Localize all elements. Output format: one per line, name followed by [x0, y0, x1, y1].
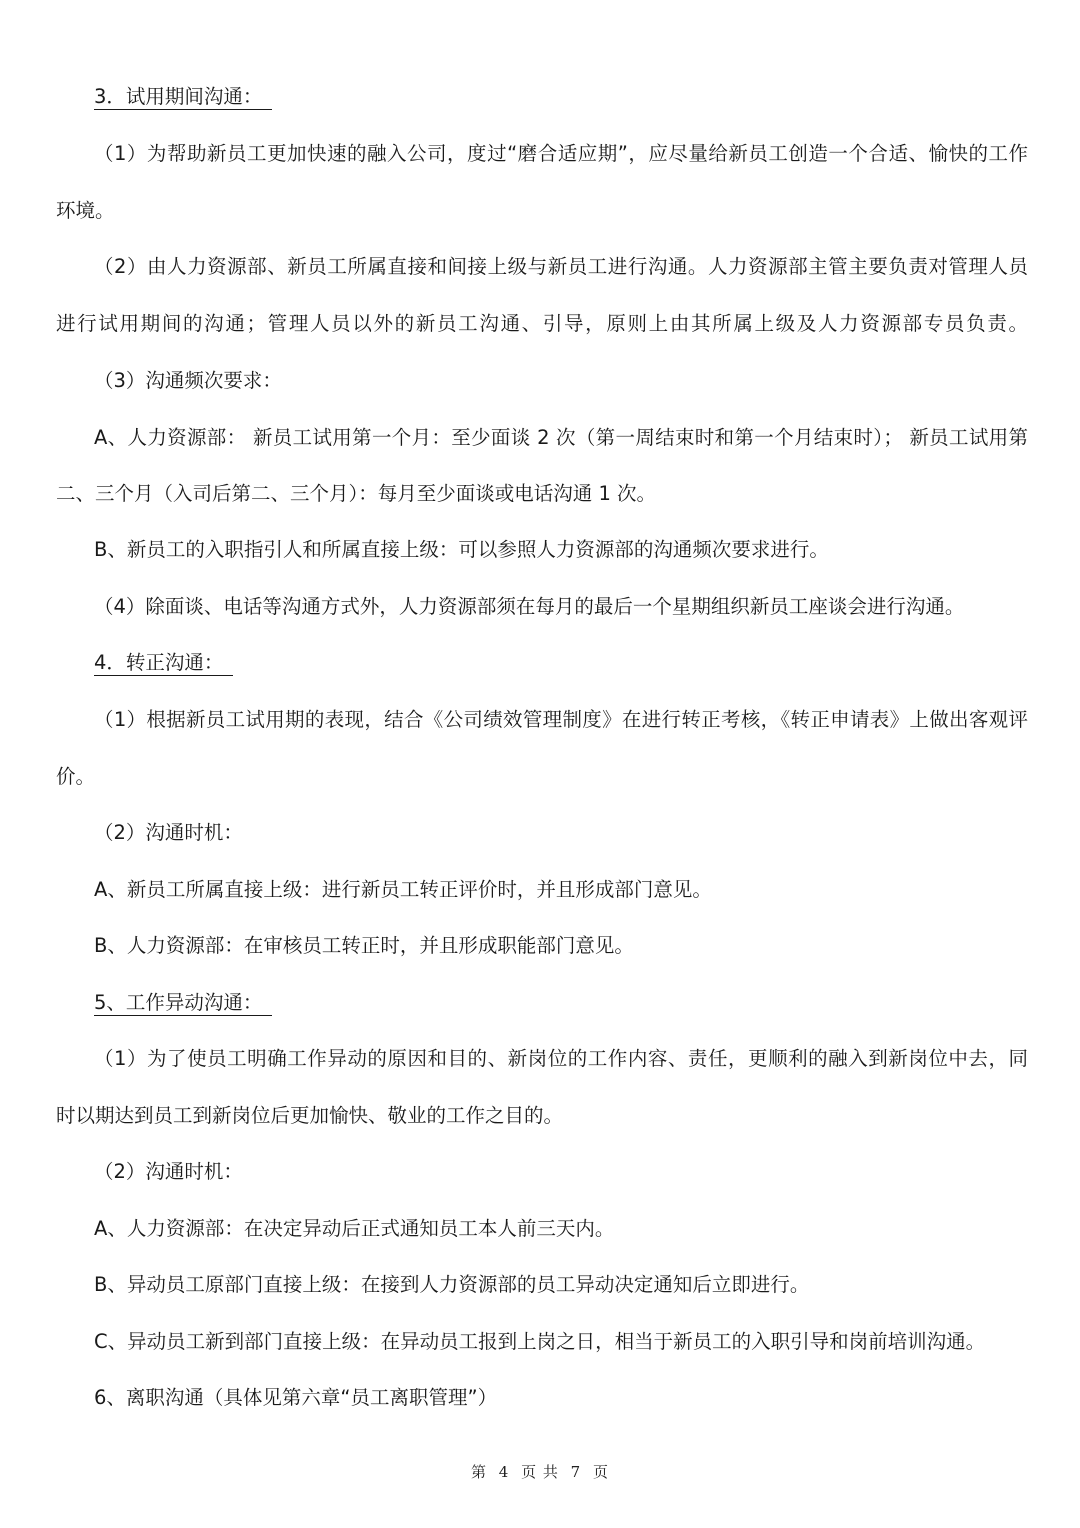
paragraph-line: （3）沟通频次要求：	[94, 369, 282, 392]
paragraph-line: （1）为帮助新员工更加快速的融入公司，度过“磨合适应期”，应尽量给新员工创造一个合适、愉快的工作	[94, 142, 1028, 165]
paragraph-line: A、人力资源部：在决定异动后正式通知员工本人前三天内。	[94, 1217, 615, 1240]
footer-total-pages: 7	[570, 1463, 582, 1481]
section-heading-transfer	[94, 990, 1028, 1016]
paragraph-line: 二、三个月（入司后第二、三个月）：每月至少面谈或电话沟通 1 次。	[56, 482, 657, 505]
paragraph-line: （4）除面谈、电话等沟通方式外，人力资源部须在每月的最后一个星期组织新员工座谈会进行沟通。	[94, 595, 965, 618]
footer-prefix: 第	[470, 1463, 487, 1481]
paragraph-line: C、异动员工新到部门直接上级：在异动员工报到上岗之日，相当于新员工的入职引导和岗前培训沟通。	[94, 1330, 986, 1353]
footer-current-page: 4	[498, 1463, 510, 1481]
paragraph-line: 6、离职沟通（具体见第六章“员工离职管理”）	[94, 1386, 498, 1409]
footer-suffix: 页	[593, 1463, 610, 1481]
paragraph-line: B、新员工的入职指引人和所属直接上级：可以参照人力资源部的沟通频次要求进行。	[94, 538, 829, 561]
paragraph-line: （2）沟通时机：	[94, 1160, 243, 1183]
paragraph-line: A、新员工所属直接上级：进行新员工转正评价时，并且形成部门意见。	[94, 878, 712, 901]
section-heading-text: 3．试用期间沟通：	[94, 85, 272, 110]
paragraph-line: （1）为了使员工明确工作异动的原因和目的、新岗位的工作内容、责任，更顺利的融入到新岗位中去，同	[94, 1047, 1028, 1070]
paragraph-line: 进行试用期间的沟通；管理人员以外的新员工沟通、引导，原则上由其所属上级及人力资源部专员负责。	[56, 312, 1028, 335]
section-heading-text: 4．转正沟通：	[94, 651, 233, 676]
page-footer	[0, 1462, 1080, 1482]
paragraph-line: B、异动员工原部门直接上级：在接到人力资源部的员工异动决定通知后立即进行。	[94, 1273, 810, 1296]
paragraph-line: 环境。	[56, 199, 115, 222]
paragraph-line: （2）由人力资源部、新员工所属直接和间接上级与新员工进行沟通。人力资源部主管主要负责对管理人员	[94, 255, 1028, 278]
section-heading-probation	[94, 84, 1028, 110]
section-heading-text: 5、工作异动沟通：	[94, 991, 272, 1016]
paragraph-line: 时以期达到员工到新岗位后更加愉快、敬业的工作之目的。	[56, 1104, 564, 1127]
paragraph-line: （1）根据新员工试用期的表现，结合《公司绩效管理制度》在进行转正考核，《转正申请表》上做出客观评	[94, 708, 1028, 731]
section-heading-confirmation	[94, 650, 1028, 676]
paragraph-line: （2）沟通时机：	[94, 821, 243, 844]
footer-middle: 页 共	[521, 1463, 559, 1481]
paragraph-line: B、人力资源部：在审核员工转正时，并且形成职能部门意见。	[94, 934, 634, 957]
paragraph-line: A、人力资源部： 新员工试用第一个月：至少面谈 2 次（第一周结束时和第一个月结束时）； 新员工试用第	[94, 426, 1028, 449]
paragraph-line: 价。	[56, 765, 96, 788]
